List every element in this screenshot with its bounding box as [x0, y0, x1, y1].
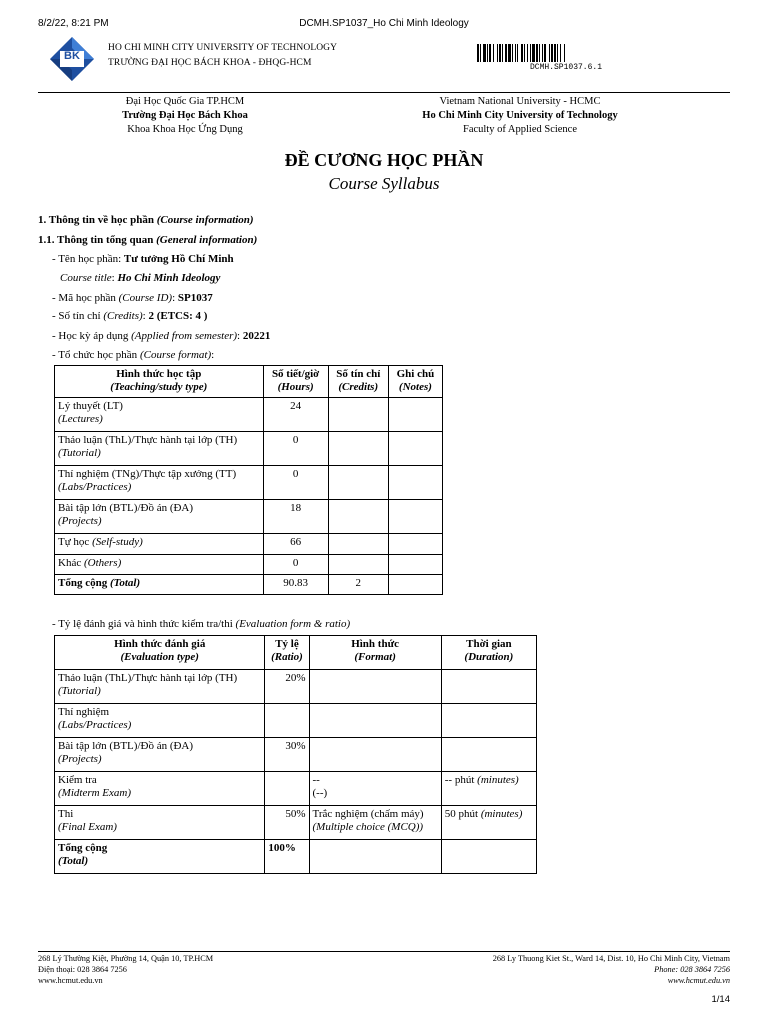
duration-cell: -- phút (minutes): [441, 772, 536, 806]
header-left: [60, 95, 310, 137]
type-cell: Tự học (Self-study): [55, 534, 264, 555]
course-id: SP1037: [177, 292, 213, 304]
eval-type-cell: Bài tập lớn (BTL)/Đồ án (ĐA) (Projects): [55, 738, 265, 772]
semester-label: - Học kỳ áp dụng: [52, 330, 132, 342]
barcode-number: DCMH.SP1037.6.1: [530, 63, 603, 72]
format-cell: [309, 738, 441, 772]
table-total-row: [55, 840, 537, 874]
header-left-line: Đại Học Quốc Gia TP.HCM: [125, 96, 245, 107]
ratio-cell: [265, 704, 309, 738]
footer-rule: [38, 951, 730, 952]
hours-cell: 0: [263, 555, 328, 575]
type-cell: Bài tập lớn (BTL)/Đồ án (ĐA) (Projects): [55, 500, 264, 534]
course-format-table: [54, 365, 443, 595]
section-heading: [38, 213, 254, 227]
footer-phone-en: Phone: 028 3864 7256: [654, 965, 730, 974]
total-credits-cell: 2: [328, 575, 388, 595]
barcode: [477, 44, 607, 62]
credits-cell: [328, 466, 388, 500]
eval-type-cell: Thảo luận (ThL)/Thực hành tại lớp (TH) (Tutorial): [55, 670, 265, 704]
column-header: Thời gian (Duration): [441, 636, 536, 670]
notes-cell: [388, 432, 442, 466]
duration-cell: [441, 670, 536, 704]
header-rule: [38, 92, 730, 93]
hours-cell: 18: [263, 500, 328, 534]
type-cell: Khác (Others): [55, 555, 264, 575]
total-hours-cell: 90.83: [263, 575, 328, 595]
document-title: ĐỀ CƯƠNG HỌC PHẦN: [284, 150, 484, 170]
table-row: [55, 806, 537, 840]
total-duration-cell: [441, 840, 536, 874]
column-header: Ghi chú (Notes): [388, 366, 442, 398]
eval-type-cell: Kiểm tra (Midterm Exam): [55, 772, 265, 806]
course-title-label: Course title: [60, 272, 112, 284]
table-row: [55, 500, 443, 534]
course-id-label-en: (Course ID): [118, 292, 173, 304]
table-row: [55, 772, 537, 806]
course-name-line: [52, 252, 234, 266]
table-row: [55, 534, 443, 555]
footer-left: [38, 953, 213, 986]
footer-address-vi: 268 Lý Thường Kiệt, Phường 14, Quận 10, TP.HCM: [38, 954, 214, 963]
credits-line: - Số tín chỉ (Credits): 2 (ETCS: 4 ): [52, 310, 208, 322]
notes-cell: [388, 534, 442, 555]
ratio-cell: [265, 772, 309, 806]
subsection-label-en: (General information): [156, 234, 258, 246]
footer-website-link[interactable]: www.hcmut.edu.vn: [38, 976, 103, 985]
header-left-line: Khoa Khoa Học Ứng Dụng: [127, 124, 243, 135]
course-name-label: - Tên học phần:: [52, 253, 124, 265]
column-header: Tỷ lệ (Ratio): [265, 636, 309, 670]
hours-cell: 24: [263, 398, 328, 432]
footer-right: [493, 953, 730, 986]
duration-cell: [441, 738, 536, 772]
eval-type-cell: Thi (Final Exam): [55, 806, 265, 840]
format-cell: [309, 704, 441, 738]
table-row: [55, 738, 537, 772]
ratio-cell: 50%: [265, 806, 309, 840]
print-doc-title: DCMH.SP1037_Ho Chi Minh Ideology: [299, 18, 469, 29]
notes-cell: [388, 398, 442, 432]
format-label: - Tổ chức học phần: [52, 349, 140, 361]
credits-label: - Số tín chỉ: [52, 310, 104, 322]
course-name: Tư tưởng Hồ Chí Minh: [123, 253, 234, 265]
evaluation-line: [52, 617, 350, 631]
table-total-row: [55, 575, 443, 595]
evaluation-label-en: (Evaluation form & ratio): [235, 618, 351, 630]
page-number: 1/14: [711, 994, 730, 1005]
hours-cell: 66: [263, 534, 328, 555]
table-header-row: [55, 636, 537, 670]
course-id-line: - Mã học phần (Course ID): SP1037: [52, 292, 213, 304]
eval-type-cell: Thí nghiệm (Labs/Practices): [55, 704, 265, 738]
bk-logo-text: BK: [64, 50, 80, 62]
ratio-cell: 30%: [265, 738, 309, 772]
column-header: Số tiết/giờ (Hours): [263, 366, 328, 398]
total-notes-cell: [388, 575, 442, 595]
column-header: Hình thức học tập (Teaching/study type): [55, 366, 264, 398]
section-label-en: (Course information): [156, 214, 254, 226]
format-line: - Tổ chức học phần (Course format):: [52, 349, 215, 361]
semester-label-en: (Applied from semester): [131, 330, 238, 342]
footer-address-en: 268 Ly Thuong Kiet St., Ward 14, Dist. 10, Ho Chi Minh City, Vietnam: [492, 954, 730, 963]
format-cell: Trắc nghiệm (chấm máy) (Multiple choice (MCQ)): [309, 806, 441, 840]
format-cell: [309, 670, 441, 704]
notes-cell: [388, 555, 442, 575]
duration-cell: 50 phút (minutes): [441, 806, 536, 840]
credits-cell: [328, 432, 388, 466]
header-right: [395, 95, 645, 137]
notes-cell: [388, 500, 442, 534]
header-left-line: Trường Đại Học Bách Khoa: [122, 110, 248, 121]
course-id-label: - Mã học phần: [52, 292, 119, 304]
header-right-line: Ho Chi Minh City University of Technology: [422, 110, 618, 121]
table-row: [55, 398, 443, 432]
table-row: [55, 704, 537, 738]
table-row: [55, 670, 537, 704]
university-name-en: HO CHI MINH CITY UNIVERSITY OF TECHNOLOGY: [108, 43, 338, 53]
type-cell: Lý thuyết (LT) (Lectures): [55, 398, 264, 432]
total-ratio-cell: 100%: [265, 840, 309, 874]
credits-cell: [328, 555, 388, 575]
subsection-heading: [38, 233, 257, 247]
evaluation-table: [54, 635, 537, 874]
total-label-cell: Tổng cộng (Total): [55, 575, 264, 595]
university-name-vi: TRƯỜNG ĐẠI HỌC BÁCH KHOA - ĐHQG-HCM: [108, 58, 312, 68]
duration-cell: [441, 704, 536, 738]
table-row: [55, 432, 443, 466]
type-cell: Thí nghiệm (TNg)/Thực tập xưởng (TT) (Labs/Practices): [55, 466, 264, 500]
type-cell: Thảo luận (ThL)/Thực hành tại lớp (TH) (Tutorial): [55, 432, 264, 466]
table-row: [55, 555, 443, 575]
format-label-en: (Course format): [139, 349, 212, 361]
course-title: Ho Chi Minh Ideology: [117, 272, 221, 284]
ratio-cell: 20%: [265, 670, 309, 704]
credits-cell: [328, 534, 388, 555]
table-row: [55, 466, 443, 500]
credits-label-en: (Credits): [103, 310, 143, 322]
header-right-line: Vietnam National University - HCMC: [439, 96, 601, 107]
hours-cell: 0: [263, 466, 328, 500]
section-label: 1. Thông tin về học phần: [38, 214, 154, 226]
credits-cell: [328, 500, 388, 534]
total-format-cell: [309, 840, 441, 874]
table-header-row: [55, 366, 443, 398]
header-right-line: Faculty of Applied Science: [462, 124, 577, 135]
course-title-line: Course title: Ho Chi Minh Ideology: [60, 272, 221, 284]
document-subtitle: Course Syllabus: [328, 174, 440, 193]
semester-line: - Học kỳ áp dụng (Applied from semester): 20221: [52, 330, 271, 342]
column-header: Hình thức (Format): [309, 636, 441, 670]
hours-cell: 0: [263, 432, 328, 466]
credits-cell: [328, 398, 388, 432]
evaluation-label: - Tỷ lệ đánh giá và hình thức kiểm tra/thi: [52, 618, 236, 630]
total-label-cell: Tổng cộng (Total): [55, 840, 265, 874]
notes-cell: [388, 466, 442, 500]
format-cell: -- (--): [309, 772, 441, 806]
column-header: Hình thức đánh giá (Evaluation type): [55, 636, 265, 670]
footer-phone-vi: Điện thoại: 028 3864 7256: [38, 965, 127, 974]
semester-value: 20221: [242, 330, 271, 342]
footer-website-link-en[interactable]: www.hcmut.edu.vn: [667, 976, 730, 985]
column-header: Số tín chỉ (Credits): [328, 366, 388, 398]
print-datetime: 8/2/22, 8:21 PM: [38, 18, 109, 29]
subsection-label: 1.1. Thông tin tổng quan: [38, 234, 154, 246]
credits-value: 2 (ETCS: 4 ): [148, 310, 208, 322]
